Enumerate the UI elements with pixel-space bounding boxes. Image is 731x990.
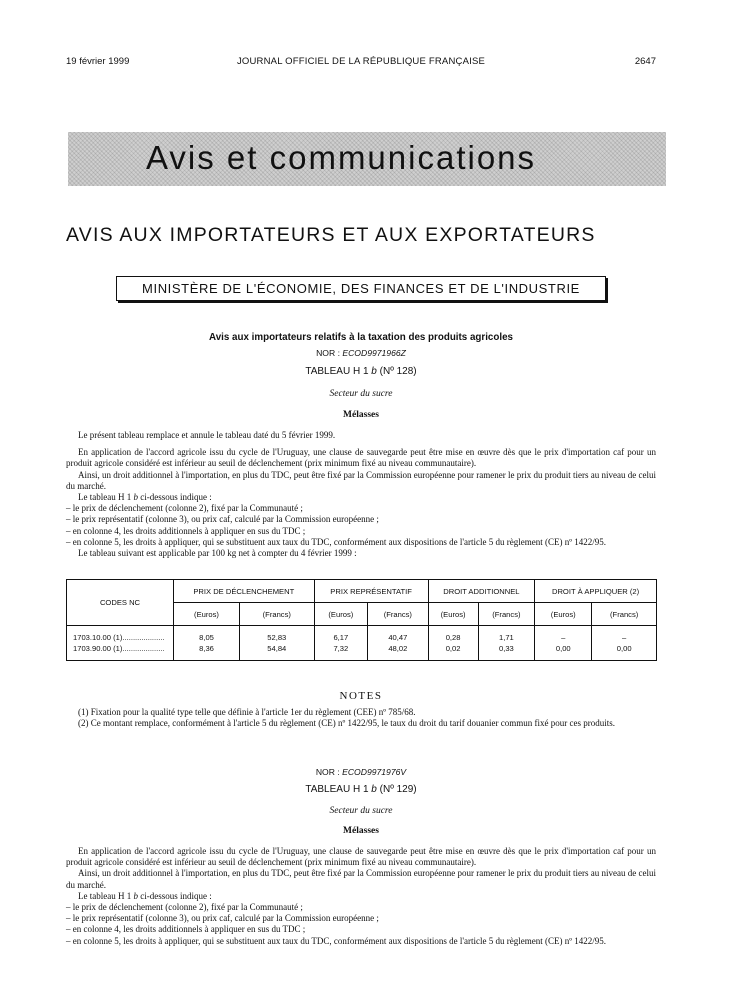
sub-header: (Francs) <box>478 603 535 626</box>
text-span: Le tableau H 1 <box>78 890 132 901</box>
list-item: – le prix de déclenchement (colonne 2), fixé par la Communauté ; <box>66 902 303 913</box>
code-cell: 1703.90.00 (1).................... <box>67 643 174 661</box>
tableau-label: TABLEAU H 1 <box>305 366 369 377</box>
text-span: Le tableau H 1 <box>78 492 132 503</box>
value-cell: 1,71 <box>478 626 535 644</box>
tableau-number: (Nº 129) <box>379 784 417 795</box>
value-cell: – <box>535 626 592 644</box>
tableau-letter: b <box>371 366 377 377</box>
value-cell: 0,00 <box>592 643 657 661</box>
paragraph: En application de l'accord agricole issu du cycle de l'Uruguay, une clause de sauvegarde peut être mise en œuvre dès que le prix d'importation caf pour un produit agricole considéré est inférieur au seuil de déclenchement (prix minimum fixé au niveau communautaire). <box>66 447 656 469</box>
paragraph: Le présent tableau remplace et annule le tableau daté du 5 février 1999. <box>78 430 336 440</box>
list-item: – en colonne 4, les droits additionnels à appliquer en sus du TDC ; <box>66 525 306 536</box>
paragraph: Le tableau suivant est applicable par 100 kg net à compter du 4 février 1999 : <box>78 548 357 559</box>
price-table <box>66 579 657 661</box>
notice-body-1 <box>66 430 656 559</box>
nor-reference-1 <box>66 348 656 358</box>
paragraph: Ainsi, un droit additionnel à l'importation, en plus du TDC, peut être fixé par la Commission européenne pour ramener le prix du produit tiers au niveau de celui du marché. <box>66 469 656 491</box>
paragraph <box>66 492 656 503</box>
notes-body <box>66 707 656 729</box>
header-page-number: 2647 <box>634 56 656 67</box>
value-cell: 7,32 <box>314 643 368 661</box>
text-span: b <box>133 492 138 503</box>
ministry-name: MINISTÈRE DE L'ÉCONOMIE, DES FINANCES ET DE L'INDUSTRIE <box>142 281 580 296</box>
sub-header: (Euros) <box>314 603 368 626</box>
paragraph <box>66 891 656 902</box>
table-row <box>67 626 657 644</box>
list-item: – le prix représentatif (colonne 3), ou prix caf, calculé par la Commission européenne ; <box>66 913 379 924</box>
tableau-label: TABLEAU H 1 <box>305 784 369 795</box>
note: (1) Fixation pour la qualité type telle que définie à l'article 1er du règlement (CEE) nº 785/68. <box>78 707 416 717</box>
tableau-letter: b <box>371 784 377 795</box>
tableau-heading-2 <box>66 784 656 795</box>
text-span: b <box>133 890 138 901</box>
group-header: DROIT À APPLIQUER (2) <box>535 580 657 603</box>
nor-code: ECOD9971976V <box>342 767 407 777</box>
text-span: ci-dessous indique : <box>140 890 212 901</box>
group-header: PRIX REPRÉSENTATIF <box>314 580 428 603</box>
header-journal-title: JOURNAL OFFICIEL DE LA RÉPUBLIQUE FRANÇAISE <box>236 56 486 67</box>
paragraph: Ainsi, un droit additionnel à l'importation, en plus du TDC, peut être fixé par la Commission européenne pour ramener le prix du produit tiers au niveau de celui du marché. <box>66 868 656 890</box>
value-cell: 48,02 <box>368 643 428 661</box>
sub-header: (Francs) <box>240 603 315 626</box>
nor-reference-2 <box>66 767 656 777</box>
value-cell: 8,36 <box>174 643 240 661</box>
list-item: – en colonne 5, les droits à appliquer, qui se substituent aux taux du TDC, conformément aux dispositions de l'article 5 du règlement (CE) nº 1422/95. <box>66 536 607 547</box>
notes-title: NOTES <box>339 690 383 702</box>
sub-header: (Euros) <box>174 603 240 626</box>
text-span: ci-dessous indique : <box>140 492 212 503</box>
sub-header: (Euros) <box>428 603 478 626</box>
header-date: 19 février 1999 <box>66 56 130 67</box>
nor-code: ECOD9971966Z <box>342 348 406 358</box>
nor-label: NOR : <box>315 767 340 777</box>
value-cell: 0,33 <box>478 643 535 661</box>
value-cell: 40,47 <box>368 626 428 644</box>
list-item: – en colonne 4, les droits additionnels à appliquer en sus du TDC ; <box>66 924 306 935</box>
table-row <box>67 643 657 661</box>
notice-body-2 <box>66 846 656 947</box>
value-cell: 52,83 <box>240 626 315 644</box>
tableau-heading-1 <box>66 366 656 377</box>
code-cell: 1703.10.00 (1).................... <box>67 626 174 644</box>
sub-header: (Francs) <box>368 603 428 626</box>
paragraph: En application de l'accord agricole issu du cycle de l'Uruguay, une clause de sauvegarde peut être mise en œuvre dès que le prix d'importation caf pour un produit agricole considéré est inférieur au seuil de déclenchement (prix minimum fixé au niveau communautaire). <box>66 846 656 868</box>
sub-header: (Francs) <box>592 603 657 626</box>
list-item: – en colonne 5, les droits à appliquer, qui se substituent aux taux du TDC, conformément aux dispositions de l'article 5 du règlement (CE) nº 1422/95. <box>66 935 607 946</box>
value-cell: 54,84 <box>240 643 315 661</box>
produit-1: Mélasses <box>343 410 379 420</box>
produit-2: Mélasses <box>343 826 379 836</box>
tableau-number: (Nº 128) <box>379 366 417 377</box>
secteur-2: Secteur du sucre <box>329 806 393 816</box>
group-header: DROIT ADDITIONNEL <box>428 580 535 603</box>
sub-header: (Euros) <box>535 603 592 626</box>
list-item: – le prix de déclenchement (colonne 2), fixé par la Communauté ; <box>66 503 303 514</box>
group-header: PRIX DE DÉCLENCHEMENT <box>174 580 315 603</box>
value-cell: 6,17 <box>314 626 368 644</box>
banner-title: Avis et communications <box>146 139 537 176</box>
value-cell: 0,28 <box>428 626 478 644</box>
ministry-box <box>116 276 606 301</box>
note: (2) Ce montant remplace, conformément à l'article 5 du règlement (CE) nº 1422/95, le taux du droit du tarif douanier commun fixé pour ces produits. <box>78 718 616 729</box>
secteur-1: Secteur du sucre <box>329 389 393 399</box>
value-cell: 0,02 <box>428 643 478 661</box>
nor-label: NOR : <box>316 348 340 358</box>
value-cell: – <box>592 626 657 644</box>
value-cell: 0,00 <box>535 643 592 661</box>
codes-nc-header: CODES NC <box>67 580 174 626</box>
section-title: AVIS AUX IMPORTATEURS ET AUX EXPORTATEURS <box>66 224 596 246</box>
list-item: – le prix représentatif (colonne 3), ou prix caf, calculé par la Commission européenne ; <box>66 514 379 525</box>
value-cell: 8,05 <box>174 626 240 644</box>
avis-title: Avis aux importateurs relatifs à la taxation des produits agricoles <box>209 332 513 343</box>
